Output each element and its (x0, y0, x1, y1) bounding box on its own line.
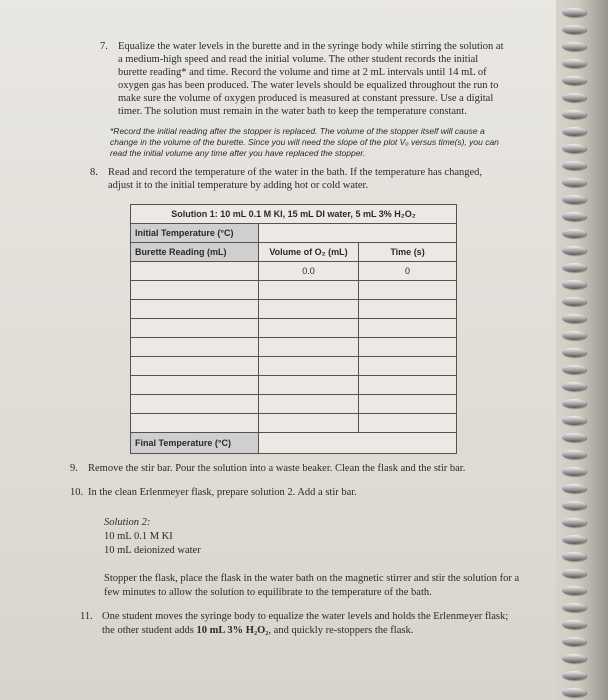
volume-cell[interactable] (259, 376, 359, 395)
burette-cell[interactable] (131, 338, 259, 357)
spiral-coil (562, 178, 586, 187)
solution-2-ki: 10 mL 0.1 M KI (104, 531, 173, 542)
column-header-burette: Burette Reading (mL) (131, 243, 259, 262)
column-header-time: Time (s) (359, 243, 457, 262)
spiral-coil (562, 263, 586, 272)
spiral-coil (562, 637, 586, 646)
stopper-paragraph: Stopper the flask, place the flask in the water bath on the magnetic stirrer and stir the solution for a few minutes to allow the solution to equilibrate to the temperature of the bath. (104, 573, 520, 598)
spiral-coil (562, 127, 586, 136)
table-row (131, 262, 457, 281)
time-cell[interactable] (359, 414, 457, 433)
spiral-coil (562, 93, 586, 102)
spiral-coil (562, 110, 586, 119)
step-8-number: 8. (90, 167, 98, 178)
spiral-coil (562, 348, 586, 357)
solution-1-data-table (130, 204, 457, 454)
spiral-coil (562, 297, 586, 306)
spiral-coil (562, 552, 586, 561)
burette-cell[interactable] (131, 357, 259, 376)
table-row (131, 376, 457, 395)
table-row (131, 395, 457, 414)
spiral-coil (562, 399, 586, 408)
footnote-initial-reading: *Record the initial reading after the stopper is replaced. The volume of the stopper itself will cause a change in the volume of the burette. Since you will need the slope of the plot Vₒ versus time(s), you can read the initial volume any time after you have replaced the stopper. (110, 126, 499, 158)
spiral-coil (562, 569, 586, 578)
time-cell[interactable] (359, 338, 457, 357)
volume-cell[interactable] (259, 414, 359, 433)
step-11-text (102, 610, 522, 638)
spiral-coil (562, 8, 586, 17)
table-row (131, 414, 457, 433)
spiral-coil (562, 25, 586, 34)
spiral-coil (562, 76, 586, 85)
step-7-text: Equalize the water levels in the burette and in the syringe body while stirring the solution at a medium-high speed and read the initial volume. The other student records the initial burette reading* and time. Record the volume and time at 2 mL intervals until 14 mL of oxygen gas has been produced. The water levels should be equalized throughout the run to make sure the volume of oxygen produced is measured at constant pressure. Use a digital timer. The solution must remain in the water bath to keep the temperature constant. (118, 41, 504, 117)
spiral-coil (562, 331, 586, 340)
burette-cell[interactable] (131, 281, 259, 300)
table-row (131, 357, 457, 376)
table-row (131, 300, 457, 319)
burette-cell[interactable] (131, 300, 259, 319)
time-cell[interactable] (359, 376, 457, 395)
spiral-coil (562, 688, 586, 697)
step-7-number: 7. (100, 41, 108, 52)
spiral-coil (562, 501, 586, 510)
spiral-coil (562, 603, 586, 612)
spiral-coil (562, 620, 586, 629)
final-temperature-value[interactable] (259, 433, 457, 454)
spiral-coil (562, 467, 586, 476)
spiral-coil (562, 416, 586, 425)
spiral-binding (556, 0, 608, 700)
step-9-text: Remove the stir bar. Pour the solution into a waste beaker. Clean the flask and the stir bar. (88, 463, 466, 474)
initial-temperature-label: Initial Temperature (°C) (131, 224, 259, 243)
table-row (131, 319, 457, 338)
final-temperature-label: Final Temperature (°C) (131, 433, 259, 454)
spiral-coil (562, 654, 586, 663)
table-row (131, 338, 457, 357)
spiral-coil (562, 586, 586, 595)
burette-cell[interactable] (131, 395, 259, 414)
spiral-coil (562, 212, 586, 221)
time-cell[interactable] (359, 357, 457, 376)
solution-2-water: 10 mL deionized water (104, 545, 201, 556)
time-cell[interactable] (359, 319, 457, 338)
time-cell: 0 (359, 262, 457, 281)
step-11-text-a: One student moves the syringe body to equalize the water levels and holds the Erlenmeyer flask; the other student adds (102, 611, 509, 636)
spiral-coil (562, 314, 586, 323)
spiral-coil (562, 382, 586, 391)
spiral-coil (562, 433, 586, 442)
step-11-number: 11. (80, 611, 93, 622)
burette-cell[interactable] (131, 376, 259, 395)
spiral-coil (562, 42, 586, 51)
burette-cell[interactable] (131, 319, 259, 338)
time-cell[interactable] (359, 281, 457, 300)
initial-temperature-value[interactable] (259, 224, 457, 243)
step-11-text-b: , and quickly re-stoppers the flask. (268, 625, 414, 636)
spiral-coil (562, 365, 586, 374)
volume-cell[interactable] (259, 357, 359, 376)
volume-cell[interactable] (259, 395, 359, 414)
volume-cell[interactable] (259, 338, 359, 357)
burette-cell[interactable] (131, 262, 259, 281)
table-title: Solution 1: 10 mL 0.1 M KI, 15 mL DI water, 5 mL 3% H₂O₂ (131, 205, 457, 224)
spiral-coil (562, 229, 586, 238)
table-row (131, 281, 457, 300)
step-10-text: In the clean Erlenmeyer flask, prepare solution 2. Add a stir bar. (88, 487, 357, 498)
spiral-coil (562, 535, 586, 544)
spiral-coil (562, 144, 586, 153)
spiral-coil (562, 246, 586, 255)
spiral-coil (562, 671, 586, 680)
spiral-coil (562, 280, 586, 289)
step-10-number: 10. (70, 487, 84, 498)
spiral-coil (562, 59, 586, 68)
solution-2-heading: Solution 2: (104, 517, 151, 528)
time-cell[interactable] (359, 395, 457, 414)
step-11-peroxide: 10 mL 3% H₂O₂ (196, 625, 269, 636)
volume-cell[interactable] (259, 300, 359, 319)
step-8-text: Read and record the temperature of the water in the bath. If the temperature has changed, adjust it to the initial temperature by adding hot or cold water. (108, 167, 483, 191)
volume-cell[interactable] (259, 281, 359, 300)
column-header-volume: Volume of O₂ (mL) (259, 243, 359, 262)
time-cell[interactable] (359, 300, 457, 319)
spiral-coil (562, 484, 586, 493)
spiral-coil (562, 518, 586, 527)
step-9-number: 9. (70, 463, 78, 474)
volume-cell: 0.0 (259, 262, 359, 281)
volume-cell[interactable] (259, 319, 359, 338)
spiral-coil (562, 195, 586, 204)
spiral-coil (562, 450, 586, 459)
spiral-coil (562, 161, 586, 170)
burette-cell[interactable] (131, 414, 259, 433)
